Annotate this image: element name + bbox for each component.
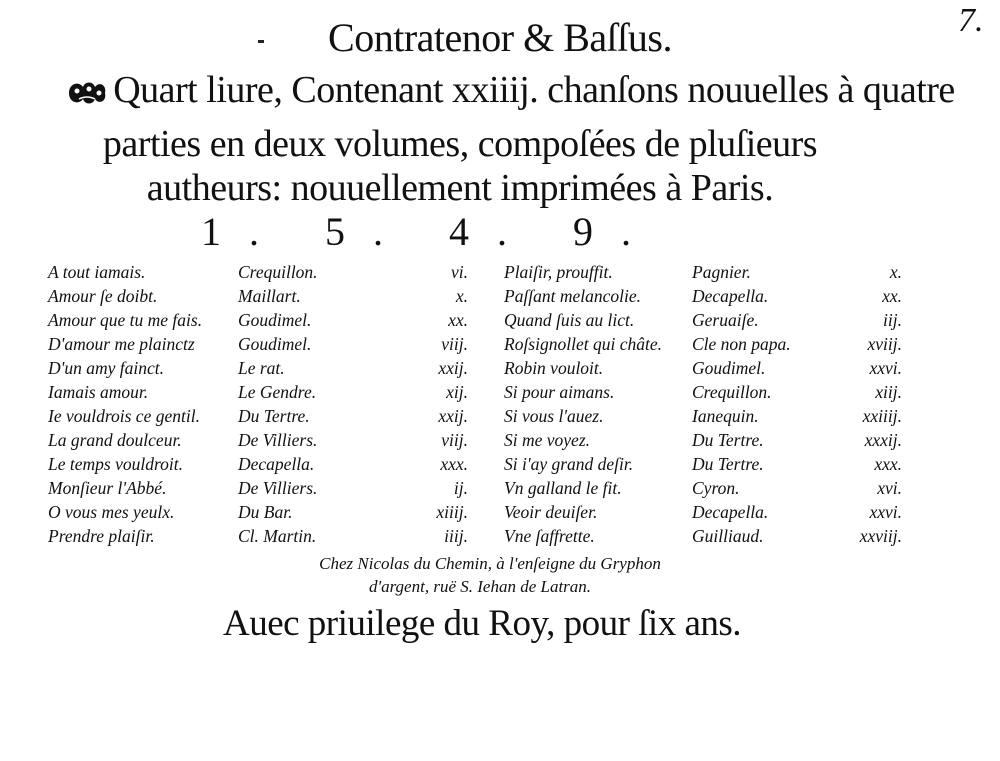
- book-title-line-1: [10, 68, 1000, 112]
- chanson-title: Amour ſe doibt.: [48, 286, 158, 306]
- folio-number: viij.: [441, 334, 468, 354]
- chanson-title: Si vous l'auez.: [504, 406, 604, 426]
- chanson-title: D'un amy fainct.: [48, 358, 165, 378]
- folio-number: x.: [889, 262, 902, 282]
- composer-name: Du Tertre.: [692, 430, 764, 450]
- composer-name: Guilliaud.: [692, 526, 764, 546]
- folio-number: xxiiij.: [862, 406, 902, 426]
- chanson-title: Iamais amour.: [48, 382, 149, 402]
- publication-year: 1. 5. 4. 9.: [201, 209, 659, 254]
- index-entry: [48, 524, 468, 548]
- folio-number: xxij.: [438, 406, 468, 426]
- composer-name: Goudimel.: [238, 310, 312, 330]
- composer-name: De Villiers.: [238, 430, 318, 450]
- folio-number: xxvi.: [869, 358, 902, 378]
- chanson-title: D'amour me plainctz: [48, 334, 195, 354]
- imprint-line-1: Chez Nicolas du Chemin, à l'enſeigne du Gryphon: [319, 554, 661, 573]
- composer-name: Du Tertre.: [238, 406, 310, 426]
- composer-name: Le Gendre.: [238, 382, 317, 402]
- chanson-title: Paſſant melancolie.: [504, 286, 642, 306]
- folio-number: xx.: [882, 286, 902, 306]
- index-entry: [48, 380, 468, 404]
- chanson-title: Vn galland le fit.: [504, 478, 622, 498]
- chanson-title: Robin vouloit.: [504, 358, 604, 378]
- composer-name: Decapella.: [692, 286, 769, 306]
- index-entry: [504, 308, 904, 332]
- composer-name: Decapella.: [238, 454, 315, 474]
- chanson-title: Ie vouldrois ce gentil.: [48, 406, 200, 426]
- folio-number: xvi.: [877, 478, 902, 498]
- composer-name: Decapella.: [692, 502, 769, 522]
- chanson-title: Monſieur l'Abbé.: [48, 478, 167, 498]
- index-entry: [504, 404, 904, 428]
- chanson-title: Si i'ay grand deſir.: [504, 454, 634, 474]
- title-text-1: Quart liure, Contenant xxiiij. chanſons nouuelles à quatre: [113, 69, 955, 111]
- index-entry: [504, 476, 904, 500]
- chanson-title: Prendre plaiſir.: [48, 526, 155, 546]
- index-entry: [48, 332, 468, 356]
- chanson-title: Vne ſaffrette.: [504, 526, 595, 546]
- chanson-title: Si me voyez.: [504, 430, 591, 450]
- chanson-title: La grand doulceur.: [48, 430, 182, 450]
- chanson-index-left: [48, 260, 468, 548]
- folio-number: vi.: [450, 262, 468, 282]
- composer-name: De Villiers.: [238, 478, 318, 498]
- voice-part-heading: Contratenor & Baſſus.: [328, 15, 672, 60]
- folio-number: ij.: [453, 478, 468, 498]
- index-entry: [504, 284, 904, 308]
- folio-number: xxxij.: [864, 430, 902, 450]
- composer-name: Cl. Martin.: [238, 526, 317, 546]
- index-entry: [504, 428, 904, 452]
- composer-name: Cle non papa.: [692, 334, 791, 354]
- book-title-line-2: parties en deux volumes, compoſées de pluſieurs: [102, 123, 818, 165]
- imprint-line-2: d'argent, ruë S. Iehan de Latran.: [368, 577, 592, 596]
- composer-name: Pagnier.: [692, 262, 751, 282]
- chanson-title: Quand ſuis au lict.: [504, 310, 635, 330]
- composer-name: Cyron.: [692, 478, 740, 498]
- composer-name: Geruaiſe.: [692, 310, 759, 330]
- index-entry: [48, 284, 468, 308]
- composer-name: Crequillon.: [238, 262, 318, 282]
- chanson-title: Amour que tu me fais.: [48, 310, 203, 330]
- folio-number: xij.: [446, 382, 468, 402]
- index-entry: [48, 260, 468, 284]
- folio-number: xx.: [448, 310, 468, 330]
- folio-number: xxx.: [440, 454, 468, 474]
- index-entry: [48, 500, 468, 524]
- index-entry: [48, 404, 468, 428]
- chanson-title: Plaiſir, prouffit.: [504, 262, 613, 282]
- folio-number: iij.: [883, 310, 902, 330]
- index-entry: [504, 452, 904, 476]
- index-entry: [504, 260, 904, 284]
- index-entry: [504, 380, 904, 404]
- folio-number: xxvi.: [869, 502, 902, 522]
- fleuron-ornament-icon: [65, 77, 109, 109]
- index-entry: [504, 524, 904, 548]
- chanson-title: Veoir deuiſer.: [504, 502, 598, 522]
- index-entry: [504, 332, 904, 356]
- chanson-index-right: [504, 260, 904, 548]
- index-entry: [48, 452, 468, 476]
- folio-number: x.: [455, 286, 468, 306]
- chanson-title: Le temps vouldroit.: [48, 454, 183, 474]
- composer-name: Goudimel.: [692, 358, 766, 378]
- composer-name: Crequillon.: [692, 382, 772, 402]
- chanson-title: O vous mes yeulx.: [48, 502, 175, 522]
- composer-name: Du Tertre.: [692, 454, 764, 474]
- index-entry: [504, 500, 904, 524]
- index-entry: [48, 356, 468, 380]
- index-entry: [48, 476, 468, 500]
- chanson-title: A tout iamais.: [48, 262, 146, 282]
- folio-number: xiiij.: [436, 502, 468, 522]
- composer-name: Goudimel.: [238, 334, 312, 354]
- chanson-title: Si pour aimans.: [504, 382, 615, 402]
- folio-number: xxij.: [438, 358, 468, 378]
- index-entry: [504, 356, 904, 380]
- folio-number: xxx.: [874, 454, 902, 474]
- composer-name: Maillart.: [238, 286, 301, 306]
- folio-number: iiij.: [444, 526, 468, 546]
- composer-name: Du Bar.: [238, 502, 293, 522]
- index-entry: [48, 308, 468, 332]
- chanson-title: Roſsignollet qui châte.: [504, 334, 662, 354]
- index-entry: [48, 428, 468, 452]
- folio-mark: 7.: [958, 2, 984, 39]
- composer-name: Ianequin.: [692, 406, 759, 426]
- book-title-line-3: autheurs: nouuellement imprimées à Paris.: [146, 167, 774, 209]
- folio-number: xxviij.: [859, 526, 902, 546]
- folio-number: xiij.: [875, 382, 902, 402]
- folio-number: xviij.: [867, 334, 902, 354]
- composer-name: Le rat.: [238, 358, 285, 378]
- royal-privilege: Auec priuilege du Roy, pour ſix ans.: [222, 603, 742, 644]
- folio-number: viij.: [441, 430, 468, 450]
